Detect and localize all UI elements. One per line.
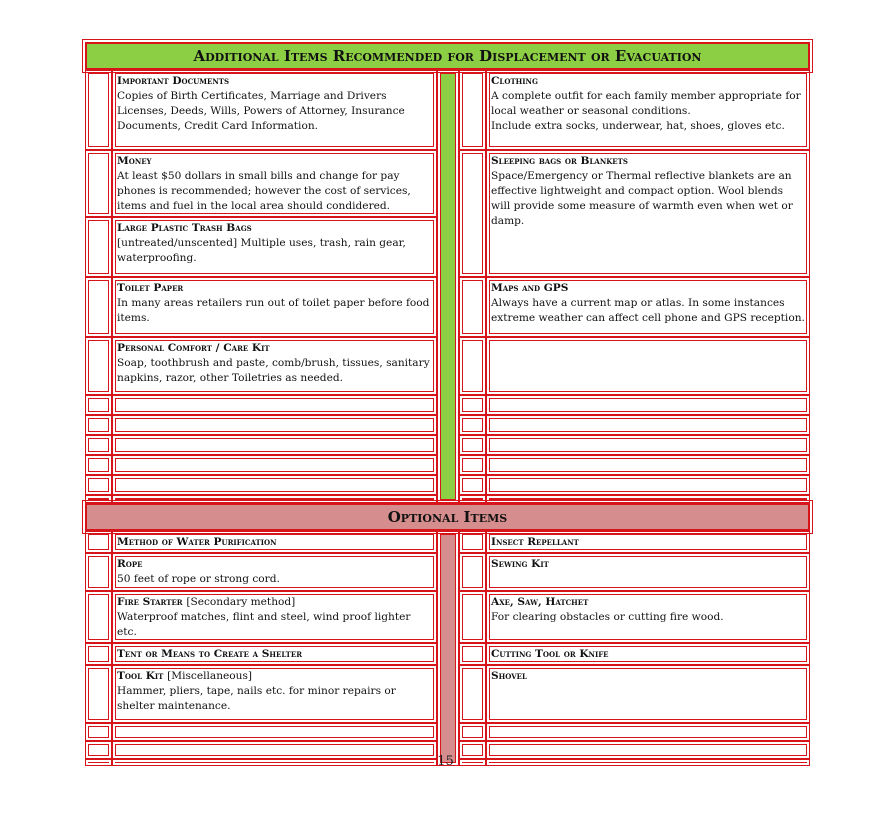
item-description: [untreated/unscented] Multiple uses, trash, rain gear, waterproofing. <box>117 237 406 264</box>
item-cell <box>112 643 437 665</box>
section-header-displacement: Additional Items Recommended for Displacement or Evacuation <box>85 42 810 70</box>
item-description: Copies of Birth Certificates, Marriage and Drivers Licenses, Deeds, Wills, Powers of Attorney, Insurance Documents, Credit Card Information. <box>117 90 405 132</box>
item-description: In many areas retailers run out of toilet paper before food items. <box>117 297 430 324</box>
item-title: Sewing Kit <box>491 558 549 570</box>
item-cell <box>486 591 810 643</box>
checkbox-cell[interactable] <box>85 723 112 741</box>
checkbox-cell[interactable] <box>85 337 112 395</box>
item-cell <box>112 495 437 503</box>
checklist-page <box>85 42 810 766</box>
item-cell <box>112 395 437 415</box>
item-description: A complete outfit for each family member appropriate for local weather or seasonal conditions. <box>491 90 801 117</box>
item-cell <box>486 150 810 277</box>
item-cell <box>486 337 810 395</box>
item-title: Money <box>117 155 152 167</box>
item-title: Toilet Paper <box>117 282 184 294</box>
item-cell <box>112 277 437 337</box>
item-cell <box>486 723 810 741</box>
checkbox-cell[interactable] <box>459 415 486 435</box>
checkbox-cell[interactable] <box>85 643 112 665</box>
item-title: Clothing <box>491 75 538 87</box>
checkbox-cell[interactable] <box>85 553 112 591</box>
checkbox-cell[interactable] <box>85 475 112 495</box>
item-title: Tent or Means to Create a Shelter <box>117 648 303 660</box>
optional-items-table <box>85 531 810 766</box>
checkbox-cell[interactable] <box>85 591 112 643</box>
checkbox-cell[interactable] <box>459 723 486 741</box>
checkbox-cell[interactable] <box>85 495 112 503</box>
checkbox-cell[interactable] <box>85 150 112 217</box>
checkbox-cell[interactable] <box>459 643 486 665</box>
item-cell <box>112 531 437 553</box>
item-description: 50 feet of rope or strong cord. <box>117 573 280 585</box>
item-title: Maps and GPS <box>491 282 569 294</box>
item-cell <box>486 531 810 553</box>
checkbox-cell[interactable] <box>459 591 486 643</box>
checkbox-cell[interactable] <box>459 150 486 277</box>
item-description: For clearing obstacles or cutting fire wood. <box>491 611 724 623</box>
item-title: Important Documents <box>117 75 230 87</box>
item-cell <box>112 591 437 643</box>
checkbox-cell[interactable] <box>459 665 486 723</box>
item-cell <box>112 553 437 591</box>
checkbox-cell[interactable] <box>459 277 486 337</box>
item-cell <box>486 495 810 503</box>
item-cell <box>486 553 810 591</box>
checkbox-cell[interactable] <box>459 495 486 503</box>
page-number: 15 <box>437 754 454 769</box>
column-divider <box>437 531 459 766</box>
item-title: Rope <box>117 558 143 570</box>
table-row <box>85 70 810 150</box>
item-description: Include extra socks, underwear, hat, shoes, gloves etc. <box>491 120 785 132</box>
item-description: Space/Emergency or Thermal reflective blankets are an effective lightweight and compact option. Wool blends will provide some measure of warmth even when wet or damp. <box>491 170 793 227</box>
checkbox-cell[interactable] <box>85 455 112 475</box>
item-title: Tool Kit <box>117 670 164 682</box>
checkbox-cell[interactable] <box>459 337 486 395</box>
checkbox-cell[interactable] <box>459 455 486 475</box>
item-title: Axe, Saw, Hatchet <box>491 596 589 608</box>
item-description: Always have a current map or atlas. In some instances extreme weather can affect cell phone and GPS reception. <box>491 297 805 324</box>
checkbox-cell[interactable] <box>85 217 112 277</box>
checkbox-cell[interactable] <box>459 395 486 415</box>
item-cell <box>112 150 437 217</box>
checkbox-cell[interactable] <box>85 395 112 415</box>
item-description: At least $50 dollars in small bills and change for pay phones is recommended; however the cost of services, items and fuel in the local area should condidered. <box>117 170 411 212</box>
item-cell <box>486 395 810 415</box>
item-title: Shovel <box>491 670 527 682</box>
item-title: Large Plastic Trash Bags <box>117 222 252 234</box>
item-title: Fire Starter <box>117 596 183 608</box>
item-cell <box>486 475 810 495</box>
checkbox-cell[interactable] <box>459 70 486 150</box>
item-cell <box>112 723 437 741</box>
item-description: Waterproof matches, flint and steel, wind proof lighter etc. <box>117 611 411 638</box>
displacement-items-table <box>85 70 810 503</box>
item-note: [Miscellaneous] <box>167 670 253 682</box>
table-row <box>85 531 810 553</box>
item-title: Sleeping bags or Blankets <box>491 155 628 167</box>
item-cell <box>112 455 437 475</box>
item-cell <box>486 415 810 435</box>
column-divider <box>437 70 459 503</box>
checkbox-cell[interactable] <box>459 475 486 495</box>
checkbox-cell[interactable] <box>85 277 112 337</box>
checkbox-cell[interactable] <box>85 435 112 455</box>
checkbox-cell[interactable] <box>459 531 486 553</box>
item-cell <box>112 217 437 277</box>
item-cell <box>486 665 810 723</box>
item-cell <box>486 277 810 337</box>
item-description: Hammer, pliers, tape, nails etc. for minor repairs or shelter maintenance. <box>117 685 396 712</box>
item-note: [Secondary method] <box>186 596 296 608</box>
item-cell <box>486 435 810 455</box>
item-cell <box>112 337 437 395</box>
item-title: Cutting Tool or Knife <box>491 648 609 660</box>
item-cell <box>486 643 810 665</box>
item-cell <box>112 70 437 150</box>
item-description: Soap, toothbrush and paste, comb/brush, tissues, sanitary napkins, razor, other Toiletries as needed. <box>117 357 430 384</box>
checkbox-cell[interactable] <box>85 531 112 553</box>
item-title: Method of Water Purification <box>117 536 277 548</box>
checkbox-cell[interactable] <box>85 415 112 435</box>
checkbox-cell[interactable] <box>459 435 486 455</box>
checkbox-cell[interactable] <box>85 70 112 150</box>
item-cell <box>112 665 437 723</box>
checkbox-cell[interactable] <box>85 665 112 723</box>
item-title: Insect Repellant <box>491 536 579 548</box>
checkbox-cell[interactable] <box>459 553 486 591</box>
item-cell <box>112 475 437 495</box>
item-title: Personal Comfort / Care Kit <box>117 342 270 354</box>
section-header-optional: Optional Items <box>85 503 810 531</box>
item-cell <box>112 415 437 435</box>
item-cell <box>486 455 810 475</box>
item-cell <box>486 70 810 150</box>
item-cell <box>112 435 437 455</box>
